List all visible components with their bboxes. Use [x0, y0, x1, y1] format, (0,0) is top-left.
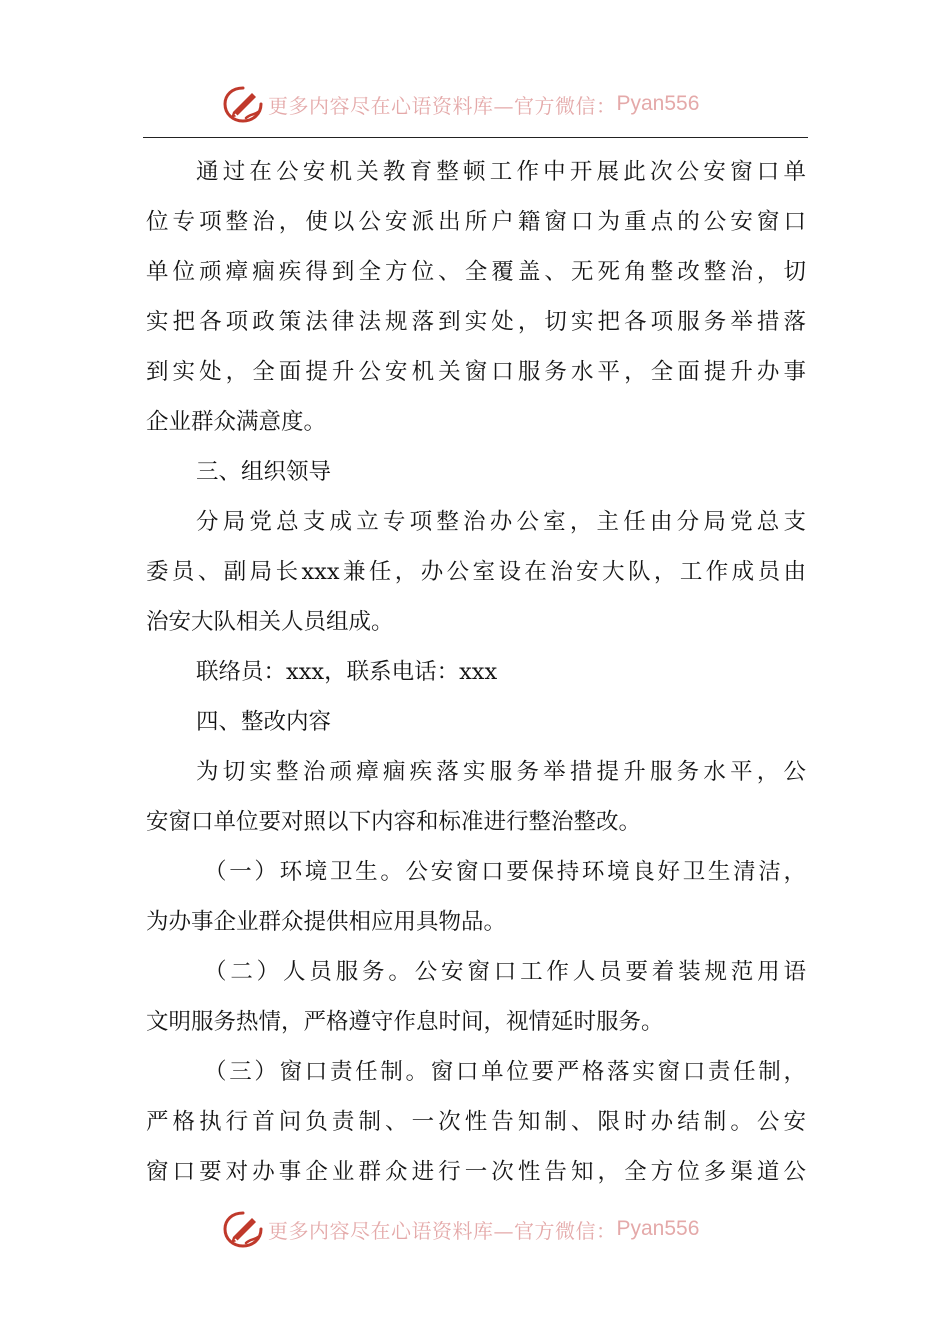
header-watermark	[222, 84, 699, 124]
section-heading: 三、组织领导	[196, 459, 332, 485]
paragraph-line: 为切实整治顽瘴痼疾落实服务举措提升服务水平，公	[196, 759, 806, 785]
paragraph-line: （三）窗口责任制。窗口单位要严格落实窗口责任制，	[204, 1059, 806, 1085]
paragraph-line: 严格执行首问负责制、一次性告知制、限时办结制。公安	[146, 1109, 806, 1135]
pen-logo-icon	[222, 84, 264, 124]
document-body	[146, 147, 806, 1197]
paragraph-line: 委员、副局长xxx兼任，办公室设在治安大队，工作成员由	[146, 559, 806, 585]
paragraph-line: 实把各项政策法律法规落到实处，切实把各项服务举措落	[146, 309, 806, 335]
paragraph-line: 企业群众满意度。	[146, 409, 327, 435]
watermark-text: 更多内容尽在心语资料库—官方微信：	[268, 1218, 617, 1243]
paragraph-line: 为办事企业群众提供相应用具物品。	[146, 909, 507, 935]
paragraph-line: 通过在公安机关教育整顿工作中开展此次公安窗口单	[196, 159, 806, 185]
paragraph-line: 位专项整治，使以公安派出所户籍窗口为重点的公安窗口	[146, 209, 806, 235]
paragraph-line: 窗口要对办事企业群众进行一次性告知，全方位多渠道公	[146, 1159, 806, 1185]
paragraph-line: 分局党总支成立专项整治办公室，主任由分局党总支	[196, 509, 806, 535]
footer-watermark	[222, 1209, 699, 1249]
header-rule	[143, 137, 808, 138]
section-heading: 四、整改内容	[196, 709, 332, 735]
paragraph-line: 到实处，全面提升公安机关窗口服务水平，全面提升办事	[146, 359, 806, 385]
paragraph-line: 文明服务热情，严格遵守作息时间，视情延时服务。	[146, 1009, 664, 1035]
paragraph-line: （一）环境卫生。公安窗口要保持环境良好卫生清洁，	[204, 859, 806, 885]
paragraph-line: 联络员：xxx，联系电话：xxx	[196, 659, 498, 685]
watermark-text: 更多内容尽在心语资料库—官方微信：	[268, 93, 617, 118]
paragraph-line: 治安大队相关人员组成。	[146, 609, 394, 635]
pen-logo-icon	[222, 1209, 264, 1249]
watermark-handle: Pyan556	[616, 1217, 700, 1240]
watermark-handle: Pyan556	[616, 92, 700, 115]
paragraph-line: 安窗口单位要对照以下内容和标准进行整治整改。	[146, 809, 642, 835]
paragraph-line: （二）人员服务。公安窗口工作人员要着装规范用语	[204, 959, 806, 985]
paragraph-line: 单位顽瘴痼疾得到全方位、全覆盖、无死角整改整治，切	[146, 259, 806, 285]
